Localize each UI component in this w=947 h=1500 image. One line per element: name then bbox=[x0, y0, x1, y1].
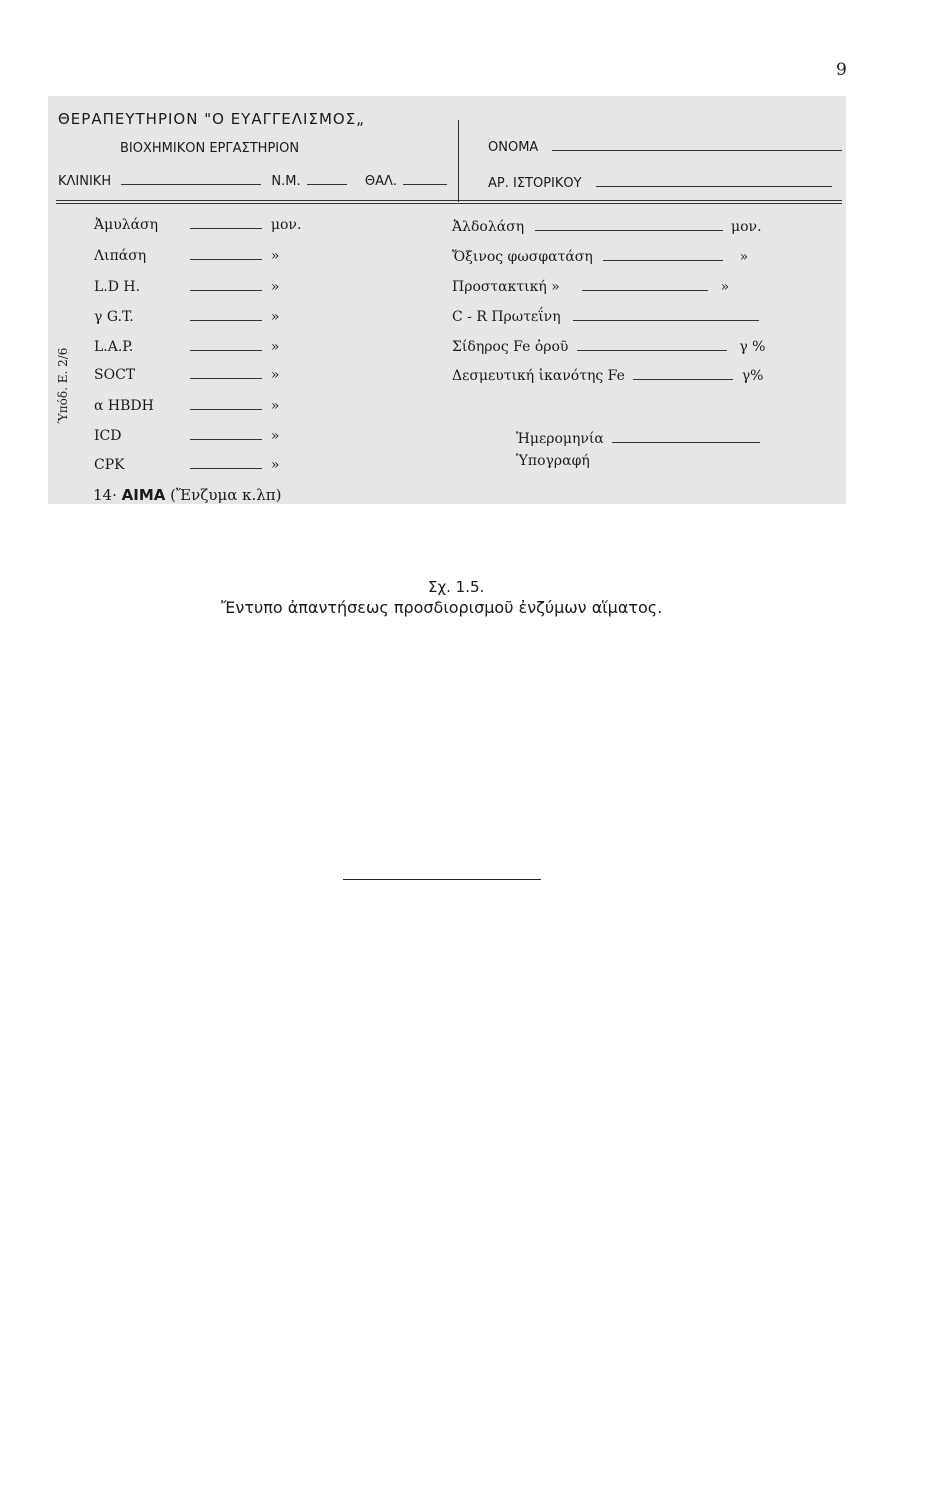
right-test-row bbox=[452, 219, 762, 235]
test-value-field[interactable] bbox=[190, 310, 262, 321]
figure-caption: Ἔντυπο ἀπαντήσεως προσδιορισμοῦ ἐνζύμων αἵματος. bbox=[221, 598, 663, 617]
form-footer bbox=[93, 486, 282, 504]
test-label: γ G.T. bbox=[94, 309, 134, 325]
history-label: ΑΡ. ΙΣΤΟΡΙΚΟΥ bbox=[488, 176, 582, 191]
test-label: Λιπάση bbox=[94, 248, 147, 264]
test-value-field[interactable] bbox=[190, 399, 262, 410]
left-test-row bbox=[94, 339, 279, 355]
test-value-field[interactable] bbox=[190, 249, 262, 260]
clinic-row bbox=[58, 174, 447, 189]
name-label: ΟΝΟΜΑ bbox=[488, 140, 539, 155]
name-field[interactable] bbox=[552, 140, 842, 151]
nm-label: Ν.Μ. bbox=[271, 174, 301, 189]
date-field[interactable] bbox=[612, 432, 760, 443]
test-value-field[interactable] bbox=[603, 250, 723, 261]
header-rule-top bbox=[56, 200, 842, 201]
test-label: L.A.P. bbox=[94, 339, 134, 355]
test-label: SOCT bbox=[94, 367, 136, 383]
left-test-row bbox=[94, 367, 279, 383]
right-test-row bbox=[452, 339, 765, 355]
figure-number: Σχ. 1.5. bbox=[428, 578, 485, 596]
test-label: Σίδηρος Fe ὀροῦ bbox=[452, 339, 569, 355]
test-unit: μον. bbox=[731, 219, 762, 235]
test-label: Προστακτική » bbox=[452, 279, 560, 295]
test-value-field[interactable] bbox=[190, 280, 262, 291]
signature-label: Ὑπογραφή bbox=[516, 453, 590, 469]
left-test-row bbox=[94, 248, 279, 264]
footer-number: 14· bbox=[93, 486, 117, 504]
test-unit: » bbox=[270, 398, 280, 414]
left-test-row bbox=[94, 457, 279, 473]
section-rule bbox=[343, 879, 541, 880]
test-value-field[interactable] bbox=[573, 310, 759, 321]
footer-blood: ΑΙΜΑ bbox=[121, 486, 166, 504]
test-unit: μον. bbox=[270, 217, 302, 233]
clinic-label: ΚΛΙΝΙΚΗ bbox=[58, 174, 112, 189]
test-label: Ὄξινος φωσφατάση bbox=[452, 249, 593, 265]
thal-field[interactable] bbox=[403, 174, 447, 185]
left-test-row bbox=[94, 398, 279, 414]
test-value-field[interactable] bbox=[190, 340, 262, 351]
right-test-row bbox=[452, 309, 767, 325]
test-unit: » bbox=[270, 279, 280, 295]
right-test-row bbox=[452, 368, 763, 384]
page-number: 9 bbox=[836, 60, 847, 80]
date-row bbox=[516, 431, 760, 447]
test-value-field[interactable] bbox=[577, 340, 727, 351]
test-unit: γ% bbox=[741, 368, 764, 384]
side-code: Ύπόδ. Ε. 2/6 bbox=[56, 347, 70, 424]
test-label: α HBDH bbox=[94, 398, 154, 414]
test-unit: » bbox=[270, 367, 280, 383]
test-unit: » bbox=[739, 249, 749, 265]
name-row bbox=[488, 140, 842, 155]
header-divider bbox=[458, 120, 459, 202]
test-unit: » bbox=[720, 279, 730, 295]
clinic-field[interactable] bbox=[121, 174, 261, 185]
thal-label: ΘΑΛ. bbox=[364, 174, 398, 189]
signature-row bbox=[516, 453, 590, 469]
test-value-field[interactable] bbox=[190, 429, 262, 440]
test-value-field[interactable] bbox=[633, 369, 733, 380]
test-unit: » bbox=[270, 457, 280, 473]
test-unit: γ % bbox=[739, 339, 766, 355]
form-title: ΘΕΡΑΠΕΥΤΗΡΙΟΝ "Ο ΕΥΑΓΓΕΛΙΣΜΟΣ„ bbox=[58, 110, 365, 128]
right-test-row bbox=[452, 249, 748, 265]
test-value-field[interactable] bbox=[190, 458, 262, 469]
test-unit: » bbox=[270, 428, 280, 444]
test-value-field[interactable] bbox=[190, 218, 262, 229]
test-label: Ἀλδολάση bbox=[452, 219, 525, 235]
test-label: Δεσμευτική ἱκανότης Fe bbox=[452, 368, 625, 384]
form-subtitle: ΒΙΟΧΗΜΙΚΟΝ ΕΡΓΑΣΤΗΡΙΟΝ bbox=[120, 141, 300, 156]
nm-field[interactable] bbox=[307, 174, 347, 185]
history-field[interactable] bbox=[596, 176, 832, 187]
left-test-row bbox=[94, 309, 279, 325]
header-rule-bottom bbox=[56, 203, 842, 204]
right-test-row bbox=[452, 279, 729, 295]
enzyme-report-form bbox=[48, 96, 846, 504]
test-value-field[interactable] bbox=[582, 280, 708, 291]
test-unit: » bbox=[270, 309, 280, 325]
test-label: C - R Πρωτεΐνη bbox=[452, 309, 561, 325]
footer-enzymes: (Ἔνζυμα κ.λπ) bbox=[170, 486, 282, 504]
test-value-field[interactable] bbox=[190, 368, 262, 379]
test-value-field[interactable] bbox=[535, 220, 723, 231]
left-test-row bbox=[94, 279, 279, 295]
left-test-row bbox=[94, 428, 279, 444]
history-row bbox=[488, 176, 832, 191]
left-test-row bbox=[94, 217, 301, 233]
test-label: L.D H. bbox=[94, 279, 141, 295]
test-unit: » bbox=[270, 339, 280, 355]
test-unit: » bbox=[270, 248, 280, 264]
test-label: ICD bbox=[94, 428, 122, 444]
date-label: Ἡμερομηνία bbox=[516, 431, 604, 447]
test-label: CPK bbox=[94, 457, 125, 473]
test-label: Ἀμυλάση bbox=[94, 217, 158, 233]
